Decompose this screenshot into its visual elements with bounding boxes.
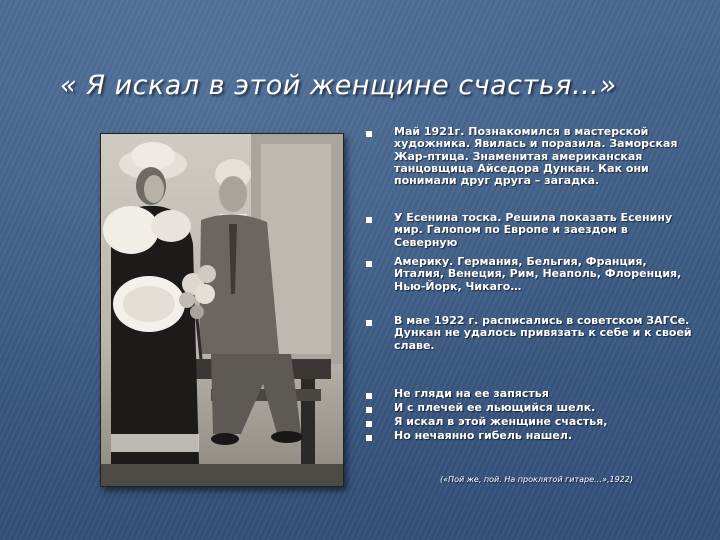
bullet-text: Не гляди на ее запястья [394, 387, 549, 400]
bullet-square-icon [366, 131, 372, 137]
bullet-text: У Есенина тоска. Решила показать Есенину мир. Галопом по Европе и заездом в Северную [394, 211, 673, 249]
bullet-square-icon [366, 435, 372, 441]
bullet-square-icon [366, 393, 372, 399]
bullet-square-icon [366, 421, 372, 427]
bullet-square-icon [366, 320, 372, 326]
bullet-square-icon [366, 217, 372, 223]
photo-yesenin-duncan [100, 133, 344, 487]
bullet-text: И с плечей ее льющийся шелк. [394, 401, 596, 414]
bullet-text: Но нечаянно гибель нашел. [394, 429, 573, 442]
bullet-text: Май 1921г. Познакомился в мастерской художника. Явилась и поразила. Заморская Жар-птица. Знаменитая американская танцовщица Айседора Дункан. Как они понимали друг друга – загадка. [394, 125, 678, 188]
bullet-text: Америку. Германия, Бельгия, Франция, Италия, Венеция, Рим, Неаполь, Флоренция, Нью-Йорк, Чикаго… [394, 255, 682, 293]
poem-caption: («Пой же, пой. На проклятой гитаре…»,1922) [440, 475, 633, 484]
bullet-text: Я искал в этой женщине счастья, [394, 415, 608, 428]
slide-title: « Я искал в этой женщине счастья…» [60, 70, 617, 101]
bullet-square-icon [366, 407, 372, 413]
bullet-square-icon [366, 261, 372, 267]
bullet-text: В мае 1922 г. расписались в советском ЗАГСе. Дункан не удалось привязать к себе и к своей славе. [394, 314, 692, 352]
photo-image [101, 134, 343, 486]
